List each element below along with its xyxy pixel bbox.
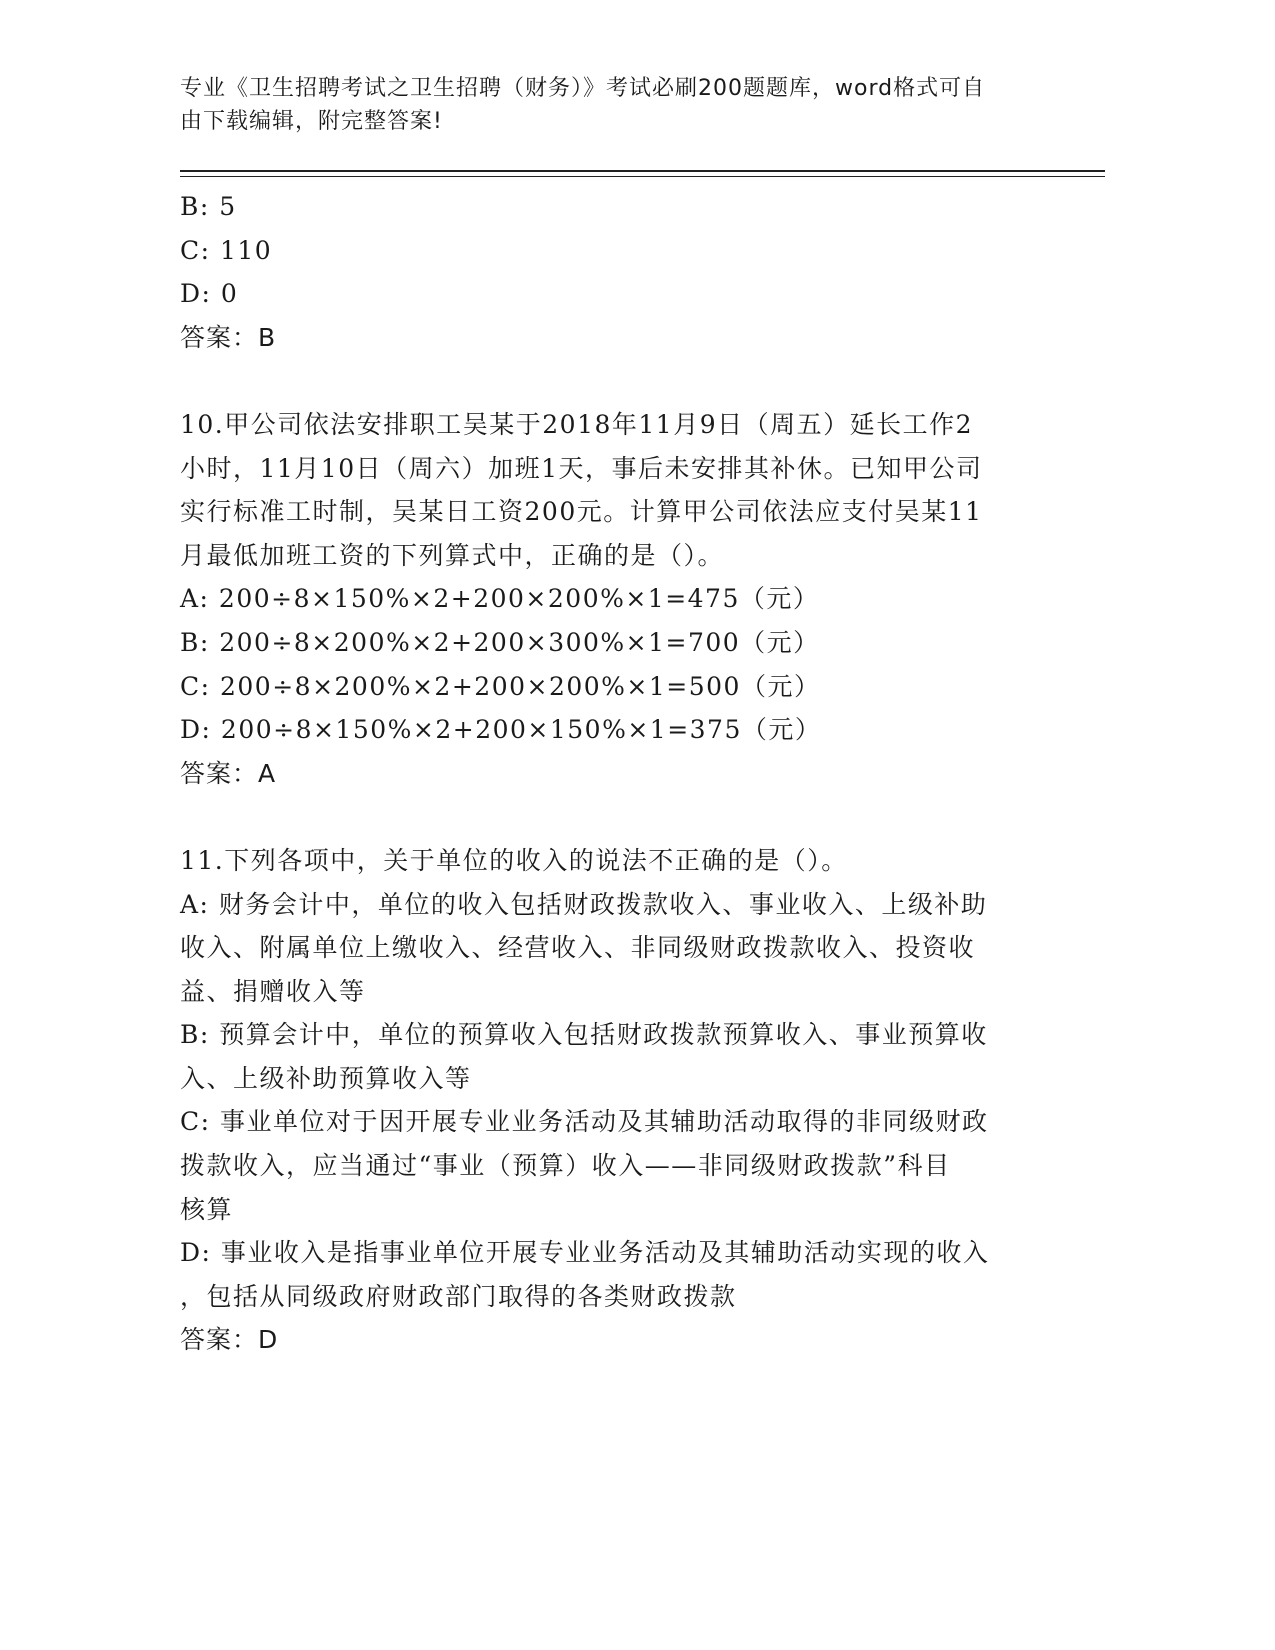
header-rule-thin (180, 176, 1105, 177)
question-11 (180, 839, 1050, 1362)
answer-line: 答案：A (180, 758, 277, 788)
page-header (180, 72, 1060, 138)
option-c: C: 200÷8×200%×2+200×200%×1=500（元） (180, 671, 821, 701)
option-b: B: 5 (180, 192, 237, 221)
option-line: A: 财务会计中，单位的收入包括财政拨款收入、事业收入、上级补助 (180, 889, 988, 919)
option-line: ，包括从同级政府财政部门取得的各类财政拨款 (180, 1281, 737, 1311)
option-line: 收入、附属单位上缴收入、经营收入、非同级财政拨款收入、投资收 (180, 933, 976, 963)
option-line: 益、捐赠收入等 (180, 976, 366, 1006)
answer-line: 答案：D (180, 1325, 279, 1355)
option-b: B: 200÷8×200%×2+200×300%×1=700（元） (180, 627, 820, 657)
answer-line: 答案：B (180, 322, 277, 352)
question-stem-line: 11.下列各项中，关于单位的收入的说法不正确的是（）。 (180, 845, 848, 875)
option-line: 拨款收入，应当通过“事业（预算）收入——非同级财政拨款”科目 (180, 1151, 951, 1181)
header-line-2: 由下载编辑，附完整答案! (180, 109, 443, 134)
option-c: C: 110 (180, 235, 273, 265)
option-d: D: 0 (180, 279, 239, 309)
question-stem-line: 小时，11月10日（周六）加班1天，事后未安排其补休。已知甲公司 (180, 453, 983, 483)
question-stem-line: 实行标准工时制，吴某日工资200元。计算甲公司依法应支付吴某11 (180, 497, 983, 527)
document-body (180, 185, 1050, 1362)
question-stem-line: 10.甲公司依法安排职工吴某于2018年11月9日（周五）延长工作2 (180, 409, 974, 439)
question-9-tail (180, 185, 1050, 359)
spacer (180, 359, 1050, 403)
option-line: C: 事业单位对于因开展专业业务活动及其辅助活动取得的非同级财政 (180, 1107, 989, 1137)
option-a: A: 200÷8×150%×2+200×200%×1=475（元） (180, 584, 820, 614)
option-line: 核算 (180, 1194, 234, 1224)
header-rule-thick (180, 170, 1105, 172)
option-line: B: 预算会计中，单位的预算收入包括财政拨款预算收入、事业预算收 (180, 1020, 988, 1050)
option-d: D: 200÷8×150%×2+200×150%×1=375（元） (180, 715, 822, 745)
header-line-1: 专业《卫生招聘考试之卫生招聘（财务）》考试必刷200题题库，word格式可自 (180, 76, 986, 101)
spacer (180, 795, 1050, 839)
option-line: 入、上级补助预算收入等 (180, 1063, 472, 1093)
option-line: D: 事业收入是指事业单位开展专业业务活动及其辅助活动实现的收入 (180, 1238, 990, 1268)
question-stem-line: 月最低加班工资的下列算式中，正确的是（）。 (180, 540, 725, 570)
question-10 (180, 403, 1050, 795)
